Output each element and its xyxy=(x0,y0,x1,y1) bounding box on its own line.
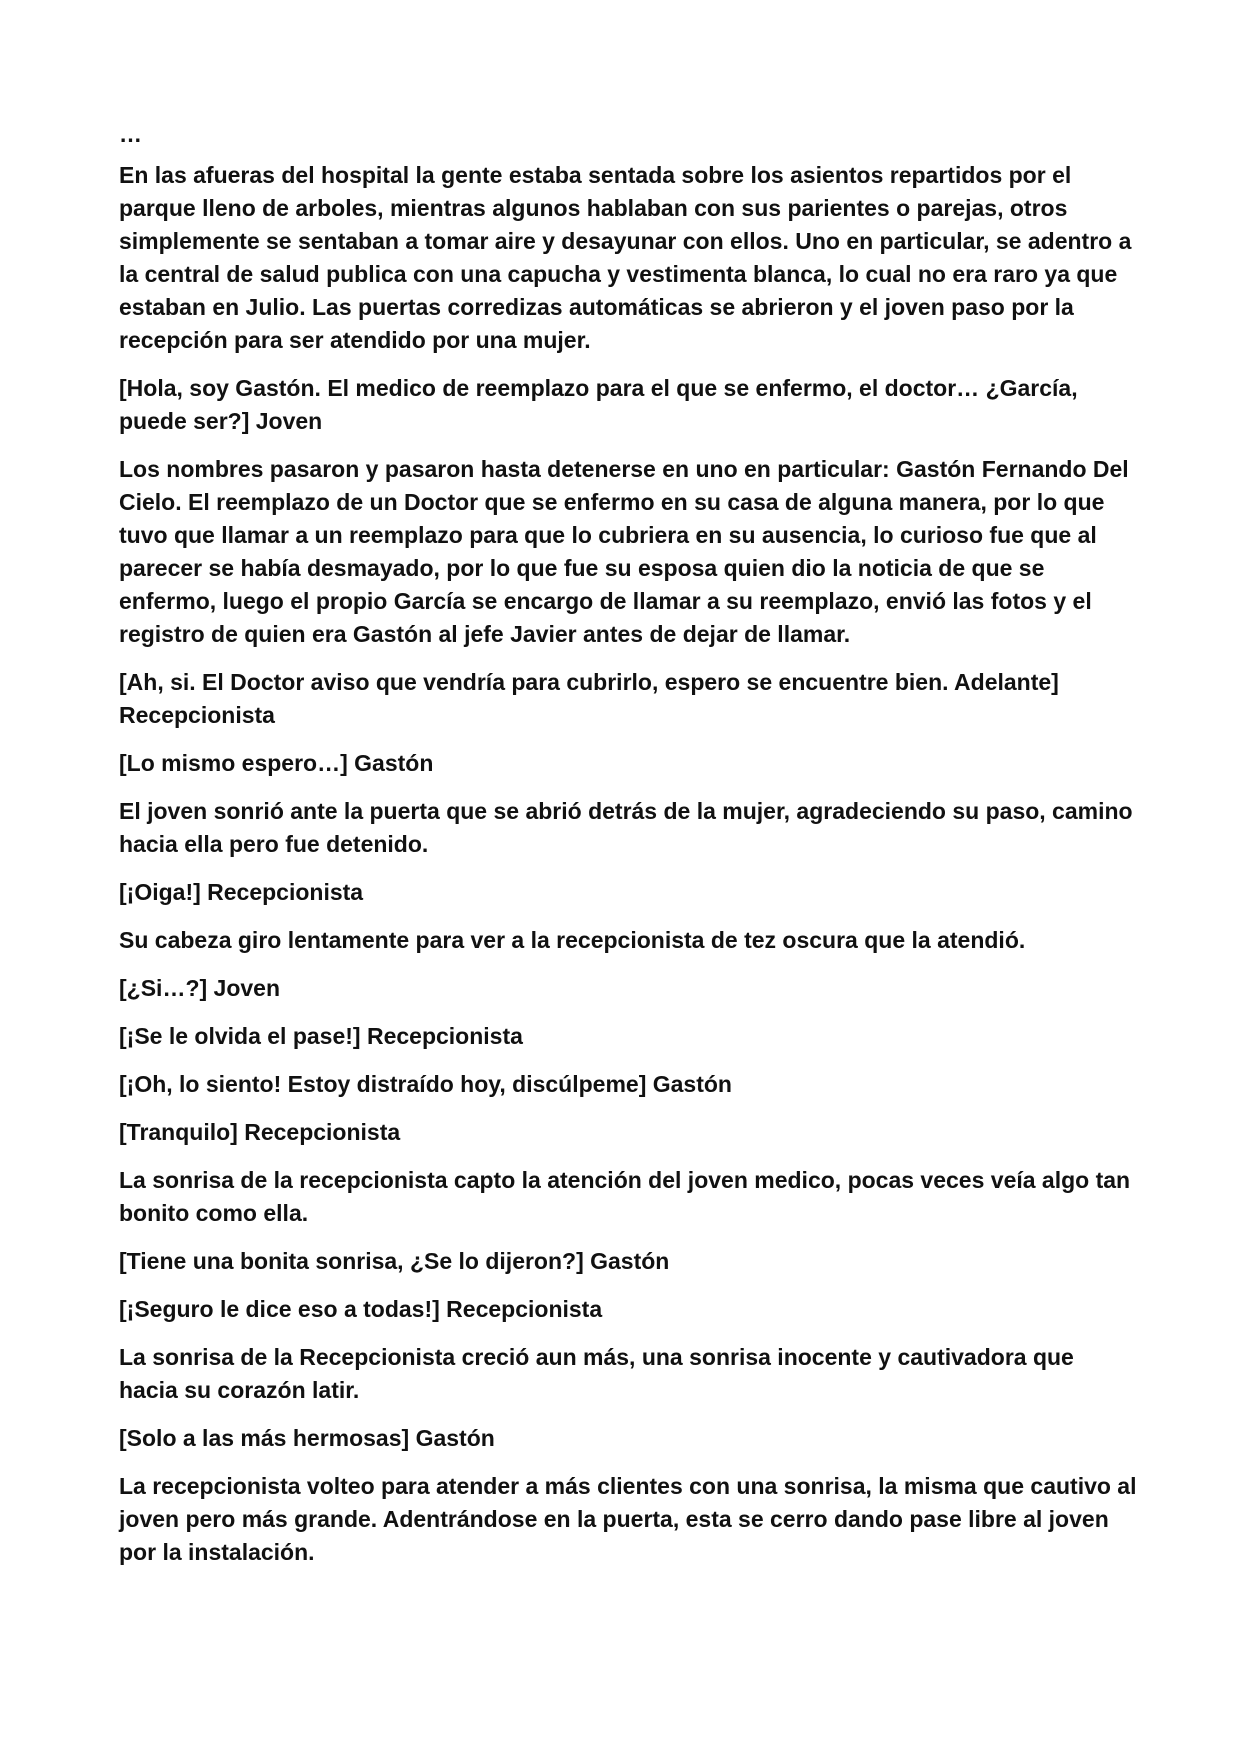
narration-paragraph: Los nombres pasaron y pasaron hasta detenerse en uno en particular: Gastón Fernando Del Cielo. El reemplazo de un Doctor que se enfermo en su casa de alguna manera, por lo que tuvo que llamar a un reemplazo para que lo cubriera en su ausencia, lo curioso fue que al parecer se había desmayado, por lo que fue su esposa quien dio la noticia de que se enfermo, luego el propio García se encargo de llamar a su reemplazo, envió las fotos y el registro de quien era Gastón al jefe Javier antes de dejar de llamar. xyxy=(119,456,1129,647)
dialogue-line: [¡Oiga!] Recepcionista xyxy=(119,879,364,905)
narration-paragraph: La sonrisa de la recepcionista capto la atención del joven medico, pocas veces veía algo tan bonito como ella. xyxy=(119,1167,1131,1226)
narration-paragraph: El joven sonrió ante la puerta que se abrió detrás de la mujer, agradeciendo su paso, camino hacia ella pero fue detenido. xyxy=(119,798,1133,857)
dialogue-line: [¡Seguro le dice eso a todas!] Recepcionista xyxy=(119,1296,603,1322)
dialogue-line: [Tiene una bonita sonrisa, ¿Se lo dijeron?] Gastón xyxy=(119,1248,670,1274)
narration-paragraph: La sonrisa de la Recepcionista creció aun más, una sonrisa inocente y cautivadora que hacia su corazón latir. xyxy=(119,1344,1074,1403)
narration-paragraph: En las afueras del hospital la gente estaba sentada sobre los asientos repartidos por el parque lleno de arboles, mientras algunos hablaban con sus parientes o parejas, otros simplemente se sentaban a tomar aire y desayunar con ellos. Uno en particular, se adentro a la central de salud publica con una capucha y vestimenta blanca, lo cual no era raro ya que estaban en Julio. Las puertas corredizas automáticas se abrieron y el joven paso por la recepción para ser atendido por una mujer. xyxy=(119,162,1132,353)
narration-paragraph: La recepcionista volteo para atender a más clientes con una sonrisa, la misma que cautivo al joven pero más grande. Adentrándose en la puerta, esta se cerro dando pase libre al joven por la instalación. xyxy=(119,1473,1137,1565)
dialogue-line: [Solo a las más hermosas] Gastón xyxy=(119,1425,495,1451)
dialogue-line: [¿Si…?] Joven xyxy=(119,975,281,1001)
document-page xyxy=(119,118,1139,1584)
dialogue-line: [¡Oh, lo siento! Estoy distraído hoy, discúlpeme] Gastón xyxy=(119,1071,732,1097)
dialogue-line: [Tranquilo] Recepcionista xyxy=(119,1119,401,1145)
dialogue-line: [Ah, si. El Doctor aviso que vendría para cubrirlo, espero se encuentre bien. Adelante] Recepcionista xyxy=(119,669,1059,728)
narration-paragraph: Su cabeza giro lentamente para ver a la recepcionista de tez oscura que la atendió. xyxy=(119,927,1026,953)
dialogue-line: [Lo mismo espero…] Gastón xyxy=(119,750,434,776)
dialogue-line: [Hola, soy Gastón. El medico de reemplazo para el que se enfermo, el doctor… ¿García, puede ser?] Joven xyxy=(119,375,1078,434)
ellipsis-paragraph: … xyxy=(119,121,142,147)
dialogue-line: [¡Se le olvida el pase!] Recepcionista xyxy=(119,1023,523,1049)
